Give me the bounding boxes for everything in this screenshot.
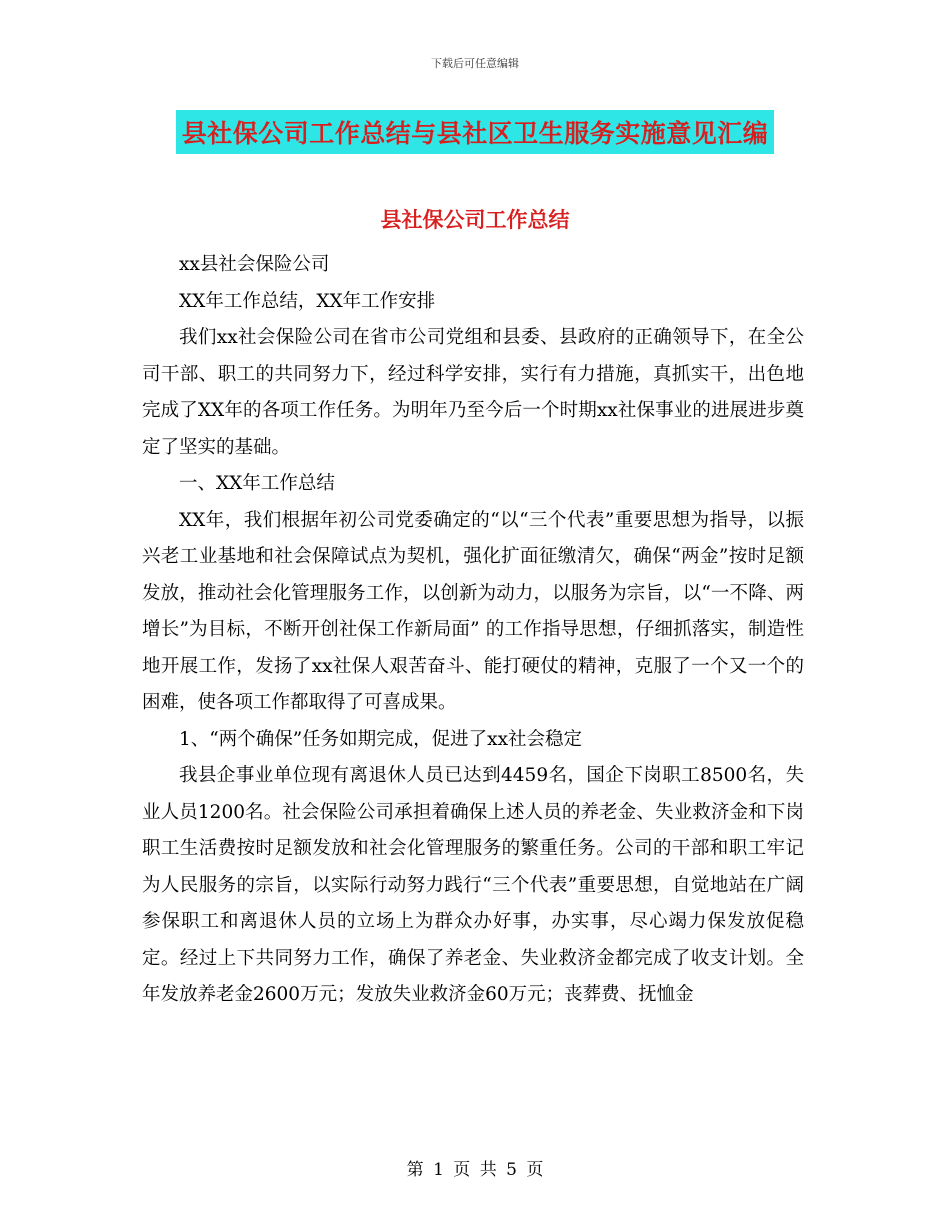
- paragraph: 一、XX年工作总结: [179, 473, 335, 494]
- header-note: 下载后可任意编辑: [431, 57, 519, 70]
- section-title: 县社保公司工作总结: [380, 208, 570, 232]
- paragraph: 1、“两个确保”任务如期完成，促进了xx社会稳定: [179, 728, 583, 750]
- paragraph: XX年，我们根据年初公司党委确定的“以“三个代表”重要思想为指导，以振兴老工业基地和社会保障试点为契机，强化扩面征缴清欠，确保“两金”按时足额发放，推动社会化管理服务工作，以创新为动力，以服务为宗旨，以“一不降、两增长”为目标，不断开创社保工作新局面” 的工作指导思想，仔细抓落实，制造性地开展工作，发扬了xx社保人艰苦奋斗、能打硬仗的精神，克服了一个又一个的困难，使各项工作都取得了可喜成果。: [142, 509, 804, 713]
- paragraph: XX年工作总结，XX年工作安排: [179, 290, 436, 312]
- paragraph: 我们xx社会保险公司在省市公司党组和县委、县政府的正确领导下，在全公司干部、职工的共同努力下，经过科学安排，实行有力措施，真抓实干，出色地完成了XX年的各项工作任务。为明年乃至今后一个时期xx社保事业的进展进步奠定了坚实的基础。: [142, 327, 804, 458]
- document-title-wrap: [0, 110, 950, 154]
- document-title: 县社保公司工作总结与县社区卫生服务实施意见汇编: [176, 110, 775, 154]
- document-body: [142, 247, 804, 1014]
- paragraph: xx县社会保险公司: [179, 254, 330, 275]
- paragraph: 我县企事业单位现有离退休人员已达到4459名，国企下岗职工8500名，失业人员1200名。社会保险公司承担着确保上述人员的养老金、失业救济金和下岗职工生活费按时足额发放和社会化管理服务的繁重任务。公司的干部和职工牢记为人民服务的宗旨，以实际行动努力践行“三个代表”重要思想，自觉地站在广阔参保职工和离退休人员的立场上为群众办好事，办实事，尽心竭力保发放促稳定。经过上下共同努力工作，确保了养老金、失业救济金都完成了收支计划。全年发放养老金2600万元；发放失业救济金60万元；丧葬费、抚恤金: [142, 765, 804, 1005]
- page-footer: 第 1 页 共 5 页: [406, 1160, 544, 1180]
